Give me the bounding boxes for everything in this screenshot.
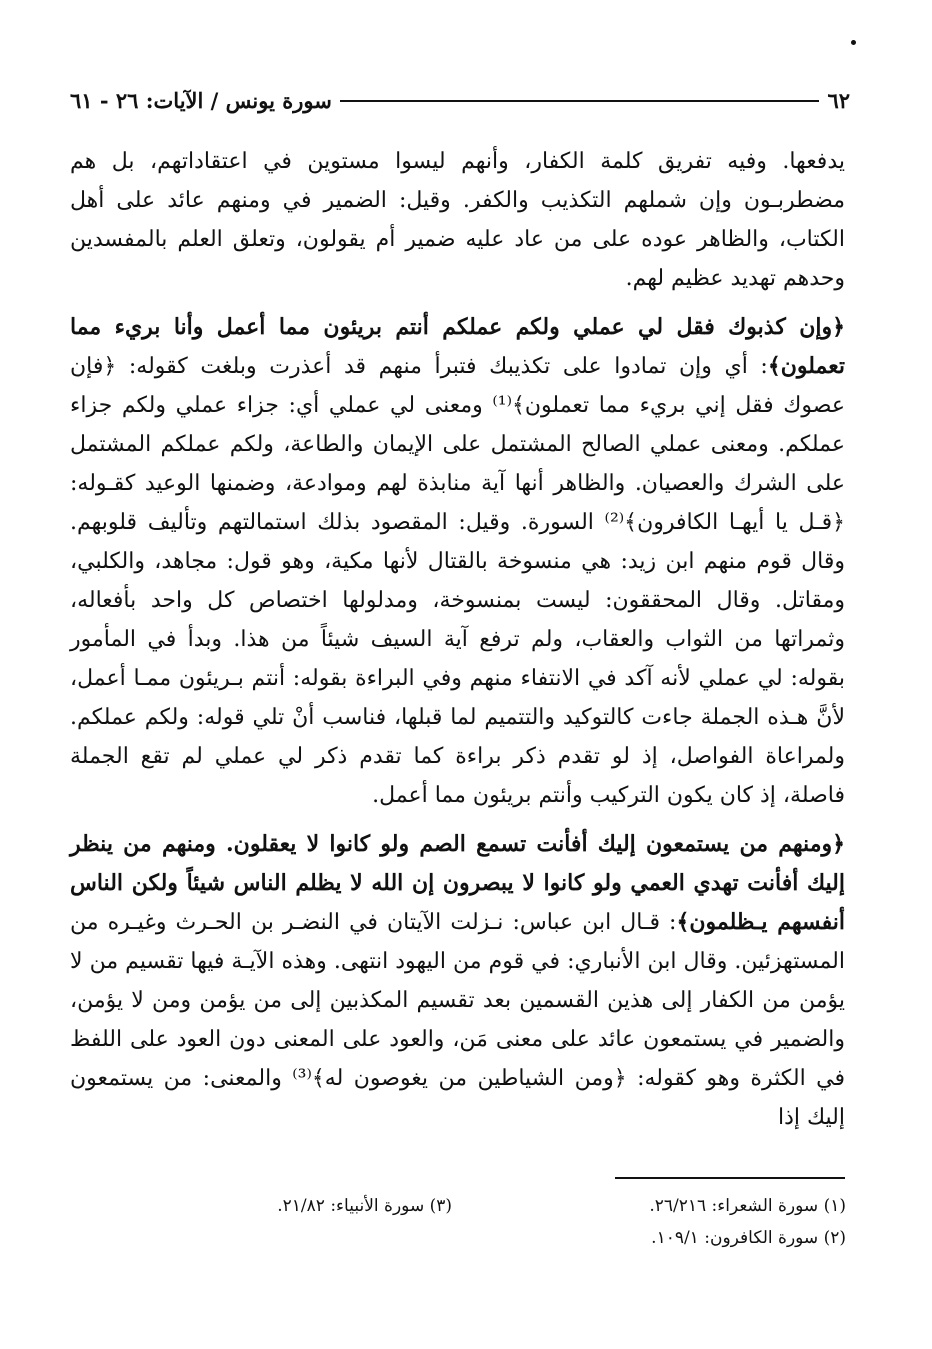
quran-verse: ﴿ومنهم من يستمعون إليك أفأنت تسمع الصم ولو كانوا لا يعقلون. ومنهم من ينظر إليك أفأنت تهدي العمي ولو كانوا لا يبصرون إن الله لا يظلم الناس شيئاً ولكن الناس أنفسهم يـظلمون﴾: [70, 831, 845, 935]
footnote-rule: [615, 1177, 845, 1179]
paragraph-2: [70, 308, 845, 815]
quran-verse: ﴿وإن كذبوك فقل لي عملي ولكم عملكم أنتم بريئون مما أعمل وأنا بريء مما تعملون﴾: [70, 314, 845, 379]
paragraph-1: [70, 142, 845, 298]
commentary-text: : أي وإن تمادوا على تكذيبك فتبرأ منهم قد أعذرت وبلغت كقوله: ﴿فإن عصوك فقل إني بريء مما تعملون﴾⁽¹⁾ ومعنى لي عملي أي: جزاء عملي ولكم جزاء عملكم. ومعنى عملي الصالح المشتمل على الإيمان والطاعة، ولكم عملكم المشتمل على الشرك والعصيان. والظاهر أنها آية منابذة لهم وموادعة، وضمنها الوعيد كقـوله: ﴿قـل يا أيهـا الكافرون﴾⁽²⁾ السورة. وقيل: المقصود بذلك استمالتهم وتأليف قلوبهم. وقال قوم منهم ابن زيد: هي منسوخة بالقتال لأنها مكية، وهو قول: مجاهد، والكلبي، ومقاتل. وقال المحققون: ليست بمنسوخة، ومدلولها اختصاص كل واحد بأفعاله، وثمراتها من الثواب والعقاب، ولم ترفع آية السيف شيئاً من هذا. وبدأ في المأمور بقوله: لي عملي لأنه آكد في الانتفاء منهم وفي البراءة بقوله: أنتم بـريئون ممـا أعمل، لأنَّ هـذه الجملة جاءت كالتوكيد والتتميم لما قبلها، فناسب أنْ تلي قوله: ولكم عملكم. ولمراعاة الفواصل، إذ لو تقدم ذكر براءة كما تقدم ذكر لي عملي لم تقع الجملة فاصلة، إذ كان يكون التركيب وأنتم بريئون مما أعمل.: [70, 354, 845, 808]
footnote-3: (٣) سورة الأنبياء: ٢١/٨٢.: [277, 1196, 452, 1216]
header-rule: [340, 86, 820, 102]
footnote-2: (٢) سورة الكافرون: ١٠٩/١.: [651, 1228, 846, 1248]
page-number: ٦٢: [827, 87, 850, 113]
page-header: [70, 86, 850, 114]
running-title: سورة يونس / الآيات: ٢٦ - ٦١: [70, 87, 332, 113]
page-speck: [851, 40, 856, 45]
footnote-1: (١) سورة الشعراء: ٢٦/٢١٦.: [649, 1196, 846, 1216]
main-text: [70, 142, 845, 1147]
commentary-text: : قـال ابن عباس: نـزلت الآيتان في النضـر بن الحـرث وغيـره من المستهزئين. وقال ابن الأنباري: في قوم من اليهود انتهى. وهذه الآيـة فيها تقسيم من لا يؤمن من الكفار إلى هذين القسمين بعد تقسيم المكذبين إلى من يؤمن ومن لا يؤمن، والضمير في يستمعون عائد على معنى مَن، والعود على المعنى دون العود على اللفظ في الكثرة وهو كقوله: ﴿ومن الشياطين من يغوصون له﴾⁽³⁾ والمعنى: من يستمعون إليك إذا: [70, 910, 845, 1130]
commentary-text: يدفعها. وفيه تفريق كلمة الكفار، وأنهم ليسوا مستوين في اعتقاداتهم، بل هم مضطربـون وإن شملهم التكذيب والكفر. وقيل: الضمير في ومنهم عائد على أهل الكتاب، والظاهر عوده على من عاد عليه ضمير أم يقولون، وتعلق العلم بالمفسدين وحدهم تهديد عظيم لهم.: [70, 149, 845, 291]
paragraph-3: [70, 825, 845, 1137]
footnotes-right-column: [516, 1190, 846, 1254]
footnotes-left-column: [192, 1190, 452, 1222]
